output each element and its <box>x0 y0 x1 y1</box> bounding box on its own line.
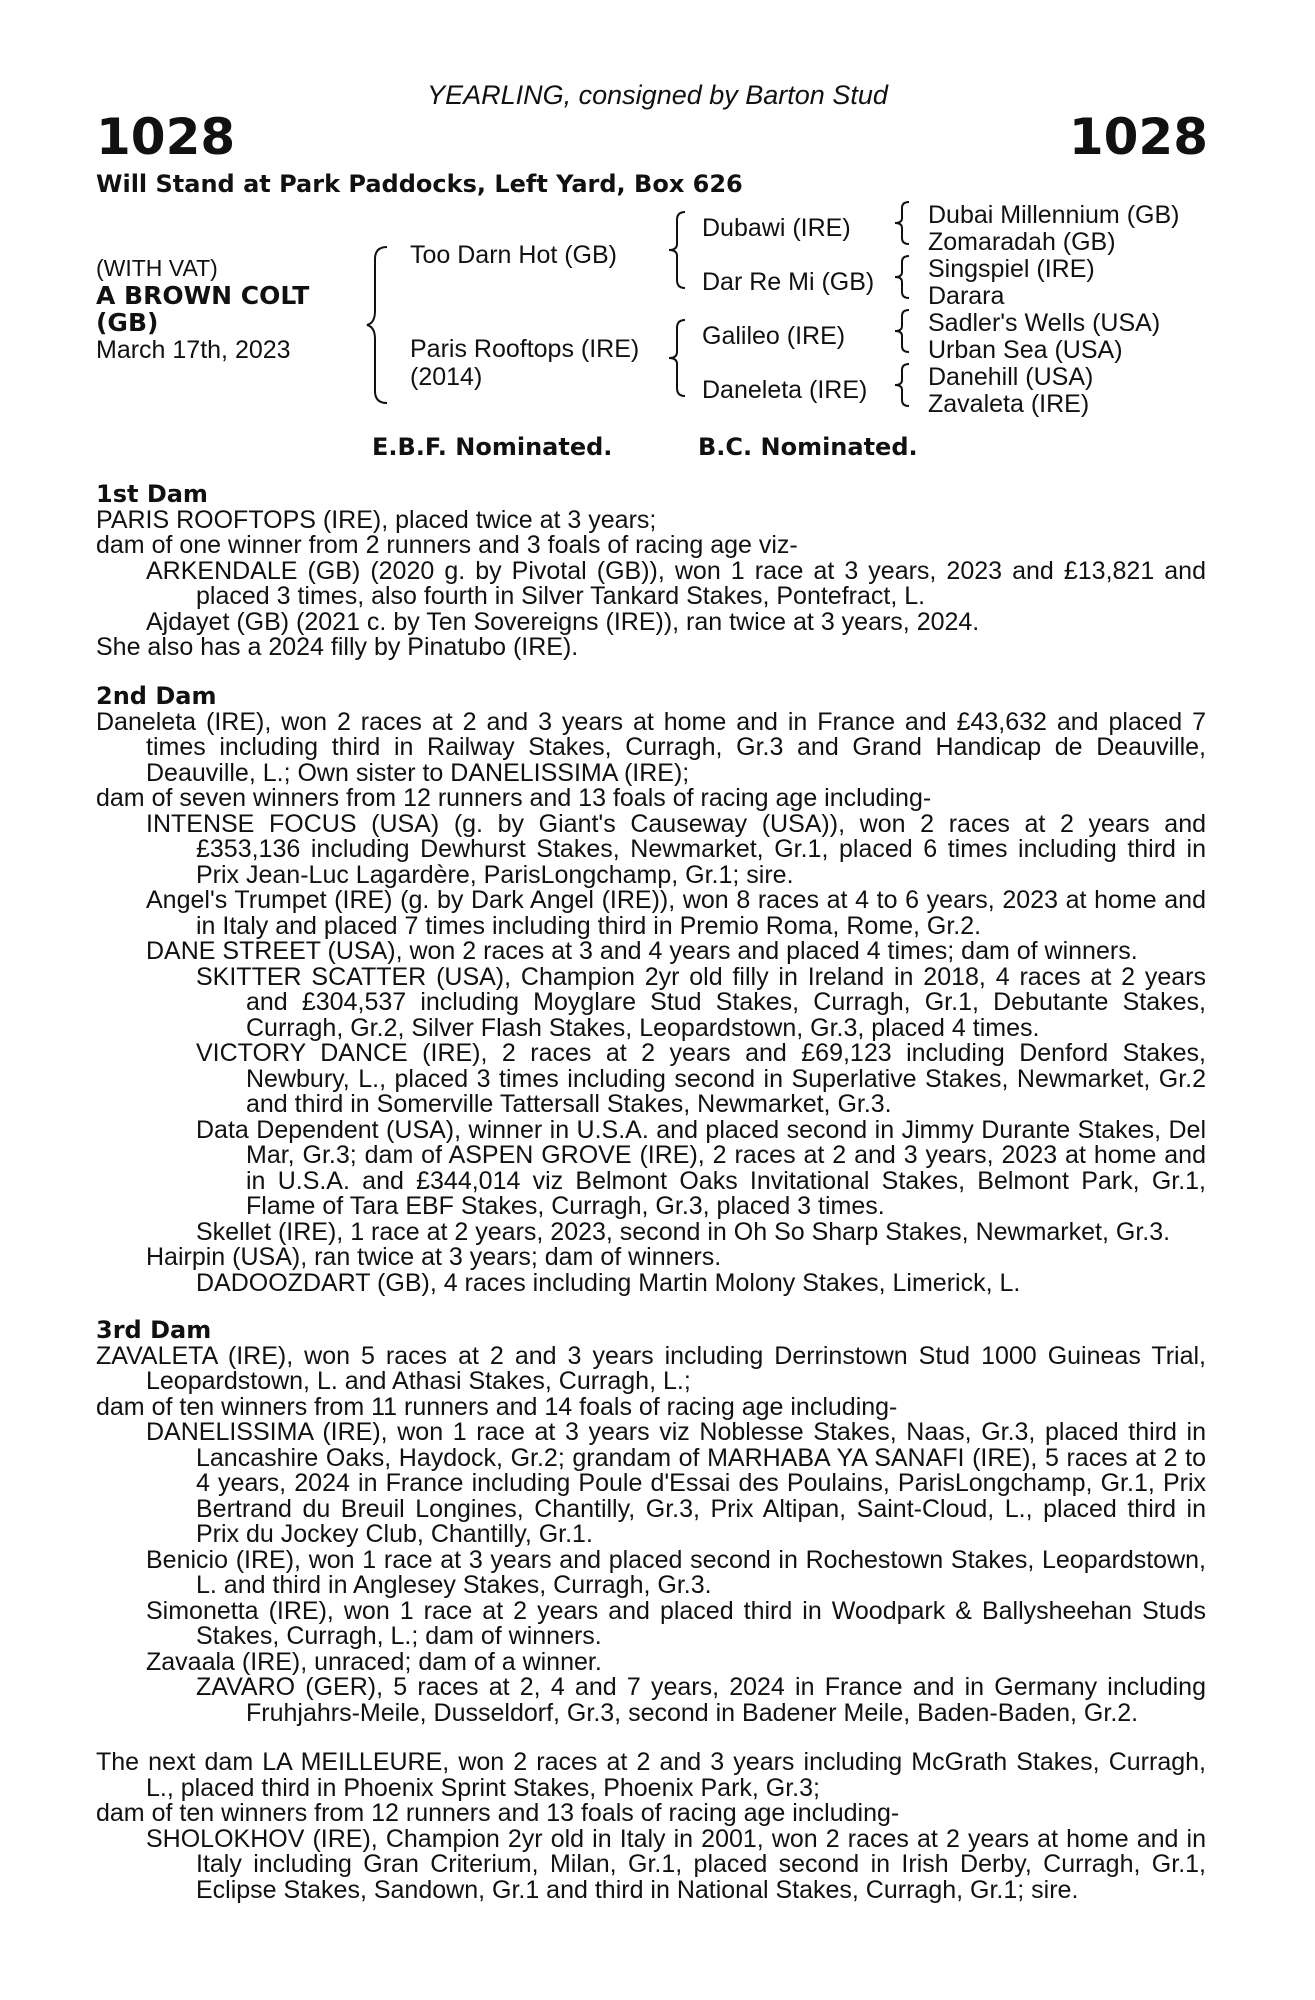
pedigree-brace-g3 <box>893 308 913 354</box>
pedigree-brace-g2 <box>893 254 913 300</box>
third-dam-grandprogeny: ZAVARO (GER), 5 races at 2, 4 and 7 years, 2024 in France and in Germany including Fruhjahrs-Meile, Dusseldorf, Gr.3, second in Badener Meile, Baden-Baden, Gr.2. <box>196 1673 1206 1727</box>
first-dam-progeny: ARKENDALE (GB) (2020 g. by Pivotal (GB)), won 1 race at 3 years, 2023 and £13,821 and placed 3 times, also fourth in Silver Tankard Stakes, Pontefract, L. <box>146 556 1206 610</box>
third-dam-section <box>96 1318 1206 1726</box>
first-dam-line: dam of one winner from 2 runners and 3 foals of racing age viz- <box>96 531 798 559</box>
stand-location: Will Stand at Park Paddocks, Left Yard, Box 626 <box>96 170 743 198</box>
pedigree-g4: Darara <box>928 282 1005 310</box>
third-dam-line: ZAVALETA (IRE), won 5 races at 2 and 3 years including Derrinstown Stud 1000 Guineas Trial, Leopardstown, L. and Athasi Stakes, Curragh, L.; <box>96 1341 1206 1395</box>
next-dam-line: dam of ten winners from 12 runners and 13 foals of racing age including- <box>96 1799 900 1827</box>
second-dam-line: dam of seven winners from 12 runners and 13 foals of racing age including- <box>96 784 932 812</box>
second-dam-progeny: Angel's Trumpet (IRE) (g. by Dark Angel (IRE)), won 8 races at 4 to 6 years, 2023 at home and in Italy and placed 7 times including third in Premio Roma, Rome, Gr.2. <box>146 886 1206 940</box>
pedigree-brace-dam <box>667 318 689 398</box>
next-dam-progeny: SHOLOKHOV (IRE), Champion 2yr old in Italy in 2001, won 2 races at 2 years at home and in Italy including Gran Criterium, Milan, Gr.1, placed second in Irish Derby, Curragh, Gr.1, Eclipse Stakes, Sandown, Gr.1 and third in National Stakes, Curragh, Gr.1; sire. <box>146 1824 1206 1904</box>
second-dam-grandprogeny: Data Dependent (USA), winner in U.S.A. and placed second in Jimmy Durante Stakes, Del Mar, Gr.3; dam of ASPEN GROVE (IRE), 2 races at 2 and 3 years, 2023 at home and in U.S.A. and £344,014 viz Belmont Oaks Invitational Stakes, Belmont Park, Gr.1, Flame of Tara EBF Stakes, Curragh, Gr.3, placed 3 times. <box>196 1115 1206 1220</box>
second-dam-grandprogeny: DADOOZDART (GB), 4 races including Martin Molony Stakes, Limerick, L. <box>196 1268 1021 1297</box>
second-dam-progeny: INTENSE FOCUS (USA) (g. by Giant's Causeway (USA)), won 2 races at 2 years and £353,136 including Dewhurst Stakes, Newmarket, Gr.1, placed 6 times including third in Prix Jean-Luc Lagardère, ParisLongchamp, Gr.1; sire. <box>146 809 1206 889</box>
second-dam-heading: 2nd Dam <box>96 682 217 710</box>
sire-sire: Dubawi (IRE) <box>702 214 851 242</box>
dam-year: (2014) <box>410 363 483 391</box>
third-dam-progeny: Simonetta (IRE), won 1 race at 2 years and placed third in Woodpark & Ballysheehan Studs Stakes, Curragh, L.; dam of winners. <box>146 1596 1206 1650</box>
third-dam-progeny: DANELISSIMA (IRE), won 1 race at 3 years viz Noblesse Stakes, Naas, Gr.3, placed third in Lancashire Oaks, Haydock, Gr.2; grandam of MARHABA YA SANAFI (IRE), 5 races at 2 to 4 years, 2024 in France including Poule d'Essai des Poulains, ParisLongchamp, Gr.1, Prix Bertrand du Breuil Longines, Chantilly, Gr.3, Prix Altipan, Saint-Cloud, L., placed third in Prix du Jockey Club, Chantilly, Gr.1. <box>146 1418 1206 1548</box>
lot-number-right: 1028 <box>1068 108 1208 166</box>
sire-dam: Dar Re Mi (GB) <box>702 268 875 296</box>
next-dam-line: The next dam LA MEILLEURE, won 2 races at 2 and 3 years including McGrath Stakes, Curragh, L., placed third in Phoenix Sprint Stakes, Phoenix Park, Gr.3; <box>96 1748 1206 1802</box>
second-dam-grandprogeny: Skellet (IRE), 1 race at 2 years, 2023, second in Oh So Sharp Stakes, Newmarket, Gr.3. <box>196 1217 1171 1246</box>
pedigree-brace-main <box>365 245 395 405</box>
pedigree-g3: Singspiel (IRE) <box>928 255 1095 283</box>
second-dam-progeny: DANE STREET (USA), won 2 races at 3 and 4 years and placed 4 times; dam of winners. <box>146 937 1138 965</box>
second-dam-section <box>96 684 1206 1296</box>
pedigree-brace-sire <box>667 210 689 290</box>
first-dam-line: PARIS ROOFTOPS (IRE), placed twice at 3 years; <box>96 505 657 534</box>
third-dam-heading: 3rd Dam <box>96 1316 212 1344</box>
pedigree-g2: Zomaradah (GB) <box>928 228 1116 256</box>
dam-name: Paris Rooftops (IRE) <box>410 335 640 363</box>
pedigree-g7: Danehill (USA) <box>928 363 1094 391</box>
third-dam-progeny: Zavaala (IRE), unraced; dam of a winner. <box>146 1647 602 1676</box>
pedigree-brace-g1 <box>893 200 913 246</box>
second-dam-grandprogeny: VICTORY DANCE (IRE), 2 races at 2 years and £69,123 including Denford Stakes, Newbury, L., placed 3 times including second in Superlative Stakes, Newmarket, Gr.2 and third in Somerville Tattersall Stakes, Newmarket, Gr.3. <box>196 1039 1206 1118</box>
second-dam-grandprogeny: SKITTER SCATTER (USA), Champion 2yr old filly in Ireland in 2018, 4 races at 2 years and £304,537 including Moyglare Stud Stakes, Curragh, Gr.1, Debutante Stakes, Curragh, Gr.2, Silver Flash Stakes, Leopardstown, Gr.3, placed 4 times. <box>196 962 1206 1042</box>
next-dam-section <box>96 1750 1206 1903</box>
vat-note: (WITH VAT) <box>96 255 218 281</box>
dam-dam: Daneleta (IRE) <box>702 376 868 404</box>
first-dam-section <box>96 482 1206 661</box>
lot-number-left: 1028 <box>96 108 236 166</box>
ebf-nomination: E.B.F. Nominated. <box>372 433 613 461</box>
pedigree-g8: Zavaleta (IRE) <box>928 390 1090 418</box>
first-dam-line: She also has a 2024 filly by Pinatubo (IRE). <box>96 633 579 661</box>
pedigree-brace-g4 <box>893 362 913 408</box>
consignment-header: YEARLING, consigned by Barton Stud <box>427 80 888 110</box>
first-dam-heading: 1st Dam <box>96 480 208 508</box>
first-dam-progeny: Ajdayet (GB) (2021 c. by Ten Sovereigns (IRE)), ran twice at 3 years, 2024. <box>146 607 980 636</box>
third-dam-progeny: Benicio (IRE), won 1 race at 3 years and placed second in Rochestown Stakes, Leopardstown, L. and third in Anglesey Stakes, Curragh, Gr.3. <box>146 1545 1206 1599</box>
second-dam-line: Daneleta (IRE), won 2 races at 2 and 3 years at home and in France and £43,632 and placed 7 times including third in Railway Stakes, Curragh, Gr.3 and Grand Handicap de Deauville, Deauville, L.; Own sister to DANELISSIMA (IRE); <box>96 707 1206 787</box>
bc-nomination: B.C. Nominated. <box>698 433 918 461</box>
third-dam-line: dam of ten winners from 11 runners and 14 foals of racing age including- <box>96 1392 898 1421</box>
pedigree-g6: Urban Sea (USA) <box>928 336 1123 364</box>
foaling-date: March 17th, 2023 <box>96 336 291 364</box>
sire-name: Too Darn Hot (GB) <box>410 241 618 269</box>
horse-description: A BROWN COLT <box>96 281 310 310</box>
second-dam-progeny: Hairpin (USA), ran twice at 3 years; dam of winners. <box>146 1243 722 1271</box>
pedigree-g1: Dubai Millennium (GB) <box>928 201 1180 229</box>
horse-country: (GB) <box>96 308 159 337</box>
pedigree-g5: Sadler's Wells (USA) <box>928 309 1161 337</box>
dam-sire: Galileo (IRE) <box>702 322 846 350</box>
